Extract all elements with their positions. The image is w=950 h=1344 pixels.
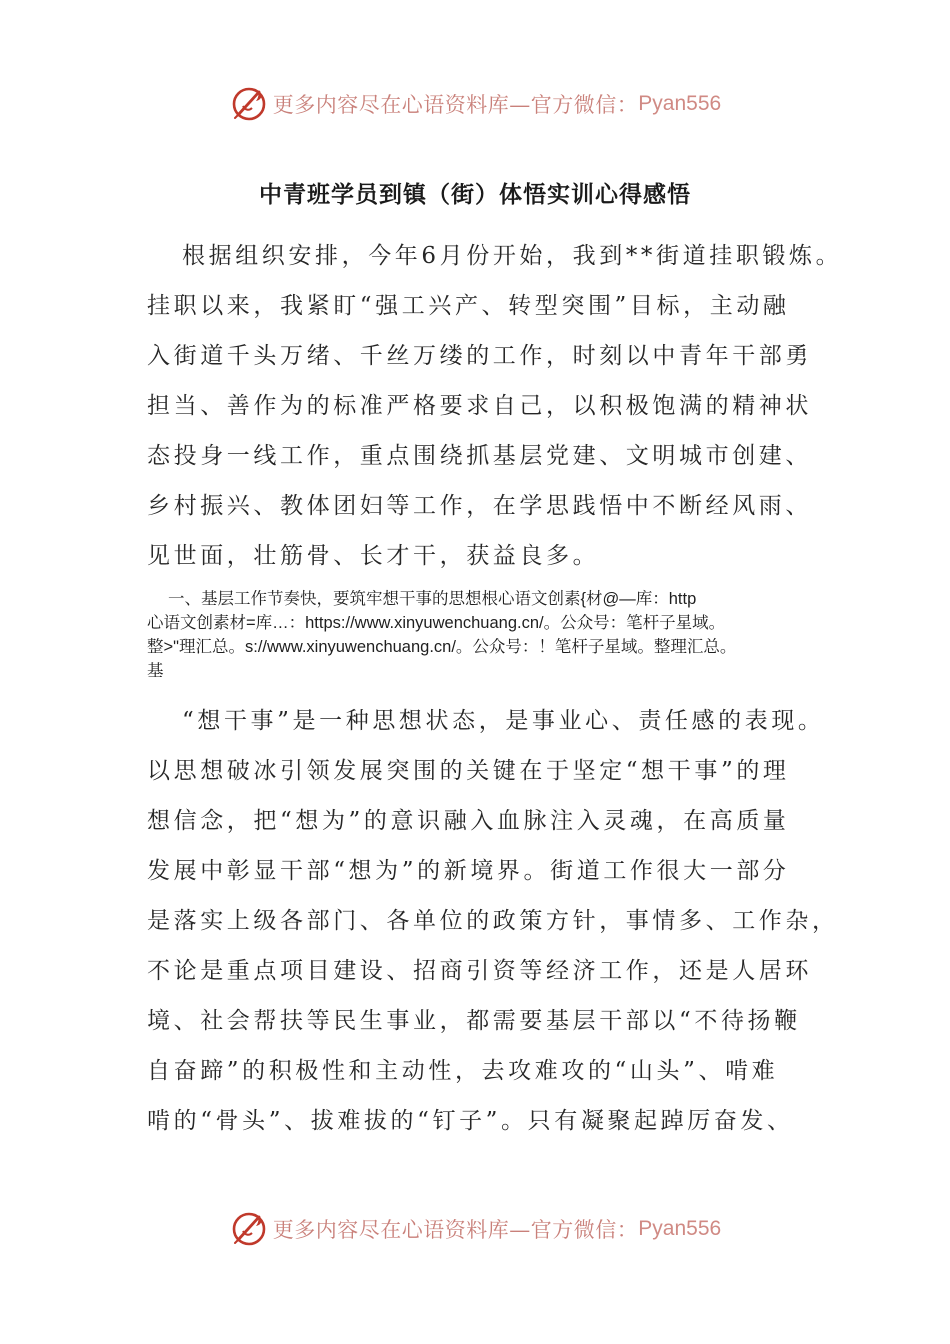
paragraph-1-line: 入街道千头万绪、千丝万缕的工作，时刻以中青年干部勇 [147, 343, 812, 369]
banner-text: 更多内容尽在心语资料库—官方微信： [272, 93, 639, 117]
paragraph-2-line: 想信念，把“想为”的意识融入血脉注入灵魂，在高质量 [147, 808, 790, 834]
banner-wechat-id: Pyan556 [638, 1217, 722, 1240]
banner-wechat-id: Pyan556 [638, 92, 722, 115]
paragraph-2-line: 境、社会帮扶等民生事业，都需要基层干部以“不待扬鞭 [147, 1008, 801, 1034]
section-heading-line: 一、基层工作节奏快，要筑牢想干事的思想根心语文创素{材@—库：http [168, 590, 697, 608]
section-heading-line: 心语文创素材=库…：https://www.xinyuwenchuang.cn/。公众号：笔杆子星域。 [147, 614, 726, 632]
paragraph-1-line: 根据组织安排，今年6月份开始，我到**街道挂职锻炼。 [182, 243, 843, 269]
paragraph-2-line: “想干事”是一种思想状态，是事业心、责任感的表现。 [182, 708, 825, 734]
quill-seal-logo-icon [229, 84, 269, 124]
paragraph-1-line: 乡村振兴、教体团妇等工作，在学思践悟中不断经风雨、 [147, 493, 812, 519]
paragraph-1-line: 挂职以来，我紧盯“强工兴产、转型突围”目标，主动融 [147, 293, 790, 319]
paragraph-2-line: 不论是重点项目建设、招商引资等经济工作，还是人居环 [147, 958, 812, 984]
quill-seal-logo-icon [229, 1209, 269, 1249]
header-watermark-banner [0, 82, 950, 126]
banner-text: 更多内容尽在心语资料库—官方微信： [272, 1218, 639, 1242]
document-title: 中青班学员到镇（街）体悟实训心得感悟 [259, 182, 691, 208]
paragraph-2-line: 啃的“骨头”、拔难拔的“钉子”。只有凝聚起踔厉奋发、 [147, 1108, 794, 1134]
paragraph-2-line: 发展中彰显干部“想为”的新境界。街道工作很大一部分 [147, 858, 790, 884]
paragraph-1-line: 担当、善作为的标准严格要求自己，以积极饱满的精神状 [147, 393, 812, 419]
paragraph-2-line: 自奋蹄”的积极性和主动性，去攻难攻的“山头”、啃难 [147, 1058, 779, 1084]
paragraph-2-line: 是落实上级各部门、各单位的政策方针，事情多、工作杂， [147, 908, 839, 934]
paragraph-1-line: 态投身一线工作，重点围绕抓基层党建、文明城市创建、 [147, 443, 812, 469]
paragraph-1-line: 见世面，壮筋骨、长才干，获益良多。 [147, 543, 600, 569]
section-heading-line: 基 [147, 662, 164, 680]
footer-watermark-banner [0, 1207, 950, 1251]
paragraph-2-line: 以思想破冰引领发展突围的关键在于坚定“想干事”的理 [147, 758, 790, 784]
section-heading-line: 整>"理汇总。s://www.xinyuwenchuang.cn/。公众号：！笔杆子星域。整理汇总。 [147, 638, 737, 656]
